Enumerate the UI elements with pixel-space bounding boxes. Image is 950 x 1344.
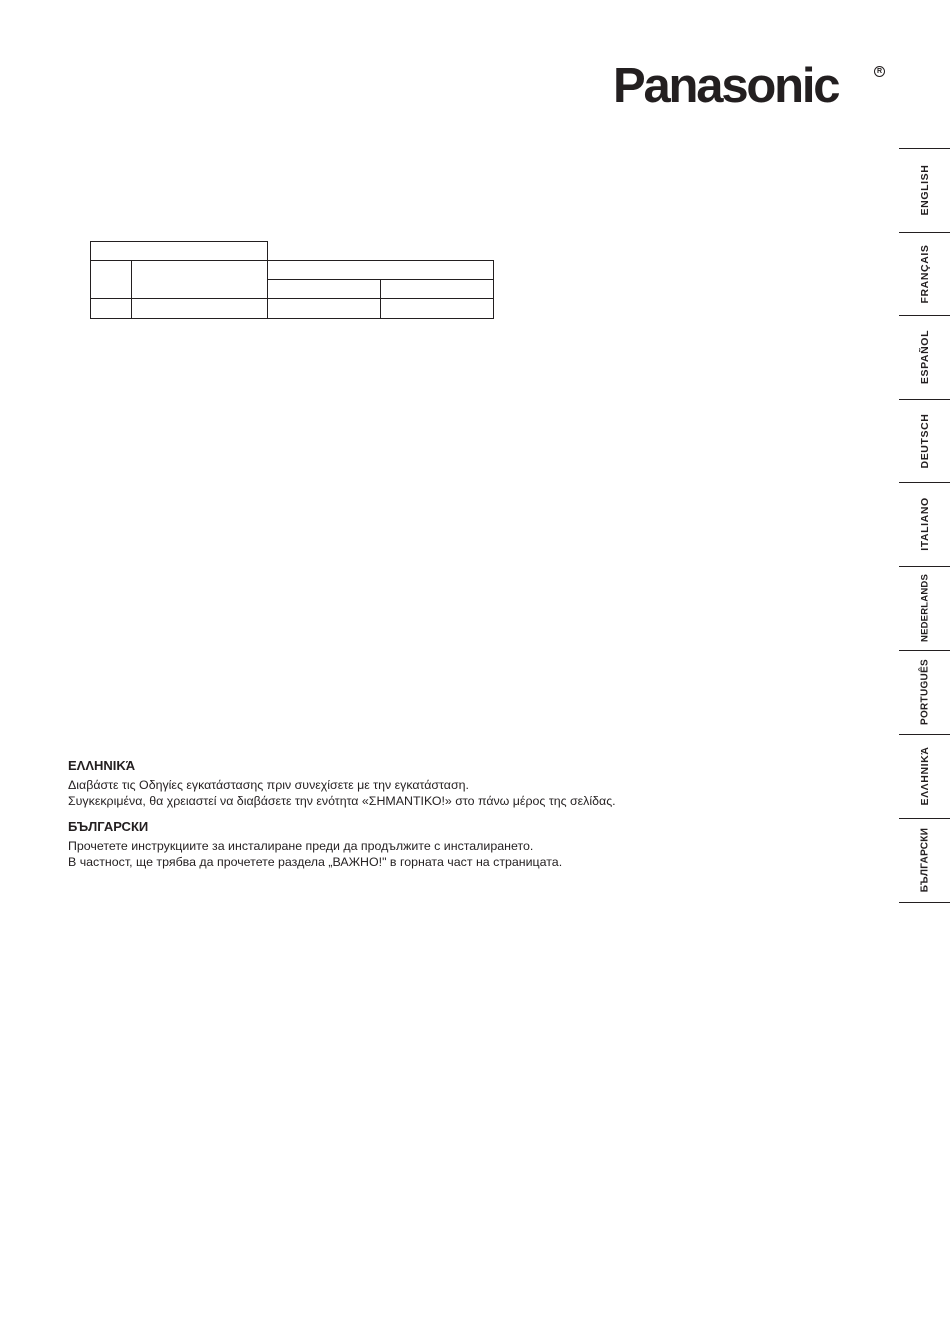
- lang-tab-label: PORTUGUÊS: [919, 658, 930, 726]
- lang-tab-italiano[interactable]: [899, 482, 950, 566]
- lang-tab-portugues[interactable]: [899, 650, 950, 734]
- lang-tab-espanol[interactable]: [899, 315, 950, 399]
- lang-tab-ellinika[interactable]: [899, 734, 950, 818]
- registered-mark-icon: R: [874, 66, 885, 77]
- bulgarian-line-1: Прочетете инструкциите за инсталиране преди да продължите с инсталирането.: [68, 839, 534, 853]
- lang-tab-label: DEUTSCH: [918, 413, 931, 468]
- bulgarian-section: [68, 819, 768, 870]
- lang-tab-english[interactable]: [899, 148, 950, 232]
- lang-tab-label: ΕΛΛΗΝΙΚΆ: [918, 746, 931, 806]
- lang-tab-francais[interactable]: [899, 232, 950, 315]
- empty-form-table: [90, 241, 494, 319]
- lang-tab-nederlands[interactable]: [899, 566, 950, 650]
- greek-section: [68, 758, 768, 809]
- lang-tab-label: FRANÇAIS: [918, 243, 931, 304]
- lang-tab-bulgarski[interactable]: [899, 818, 950, 902]
- lang-tab-label: NEDERLANDS: [919, 574, 930, 642]
- lang-tab-label: ITALIANO: [918, 497, 931, 551]
- bulgarian-heading: БЪЛГАРСКИ: [68, 819, 149, 834]
- language-tabs: [899, 148, 950, 903]
- bulgarian-line-2: В частност, ще трябва да прочетете раздела „ВАЖНО!" в горната част на страницата.: [68, 855, 563, 869]
- lang-tab-label: ENGLISH: [918, 164, 931, 216]
- panasonic-logo: Panasonic: [613, 59, 839, 113]
- lang-tab-label: ESPAÑOL: [918, 329, 931, 385]
- greek-line-2: Συγκεκριμένα, θα χρειαστεί να διαβάσετε την ενότητα «ΣΗΜΑΝΤΙΚΟ!» στο πάνω μέρος της σελίδας.: [68, 794, 616, 808]
- greek-line-1: Διαβάστε τις Οδηγίες εγκατάστασης πριν συνεχίσετε με την εγκατάσταση.: [68, 778, 469, 792]
- greek-heading: ΕΛΛΗΝΙΚΆ: [68, 758, 136, 773]
- lang-tab-label: БЪЛГАРСКИ: [919, 827, 930, 893]
- lang-tab-deutsch[interactable]: [899, 399, 950, 482]
